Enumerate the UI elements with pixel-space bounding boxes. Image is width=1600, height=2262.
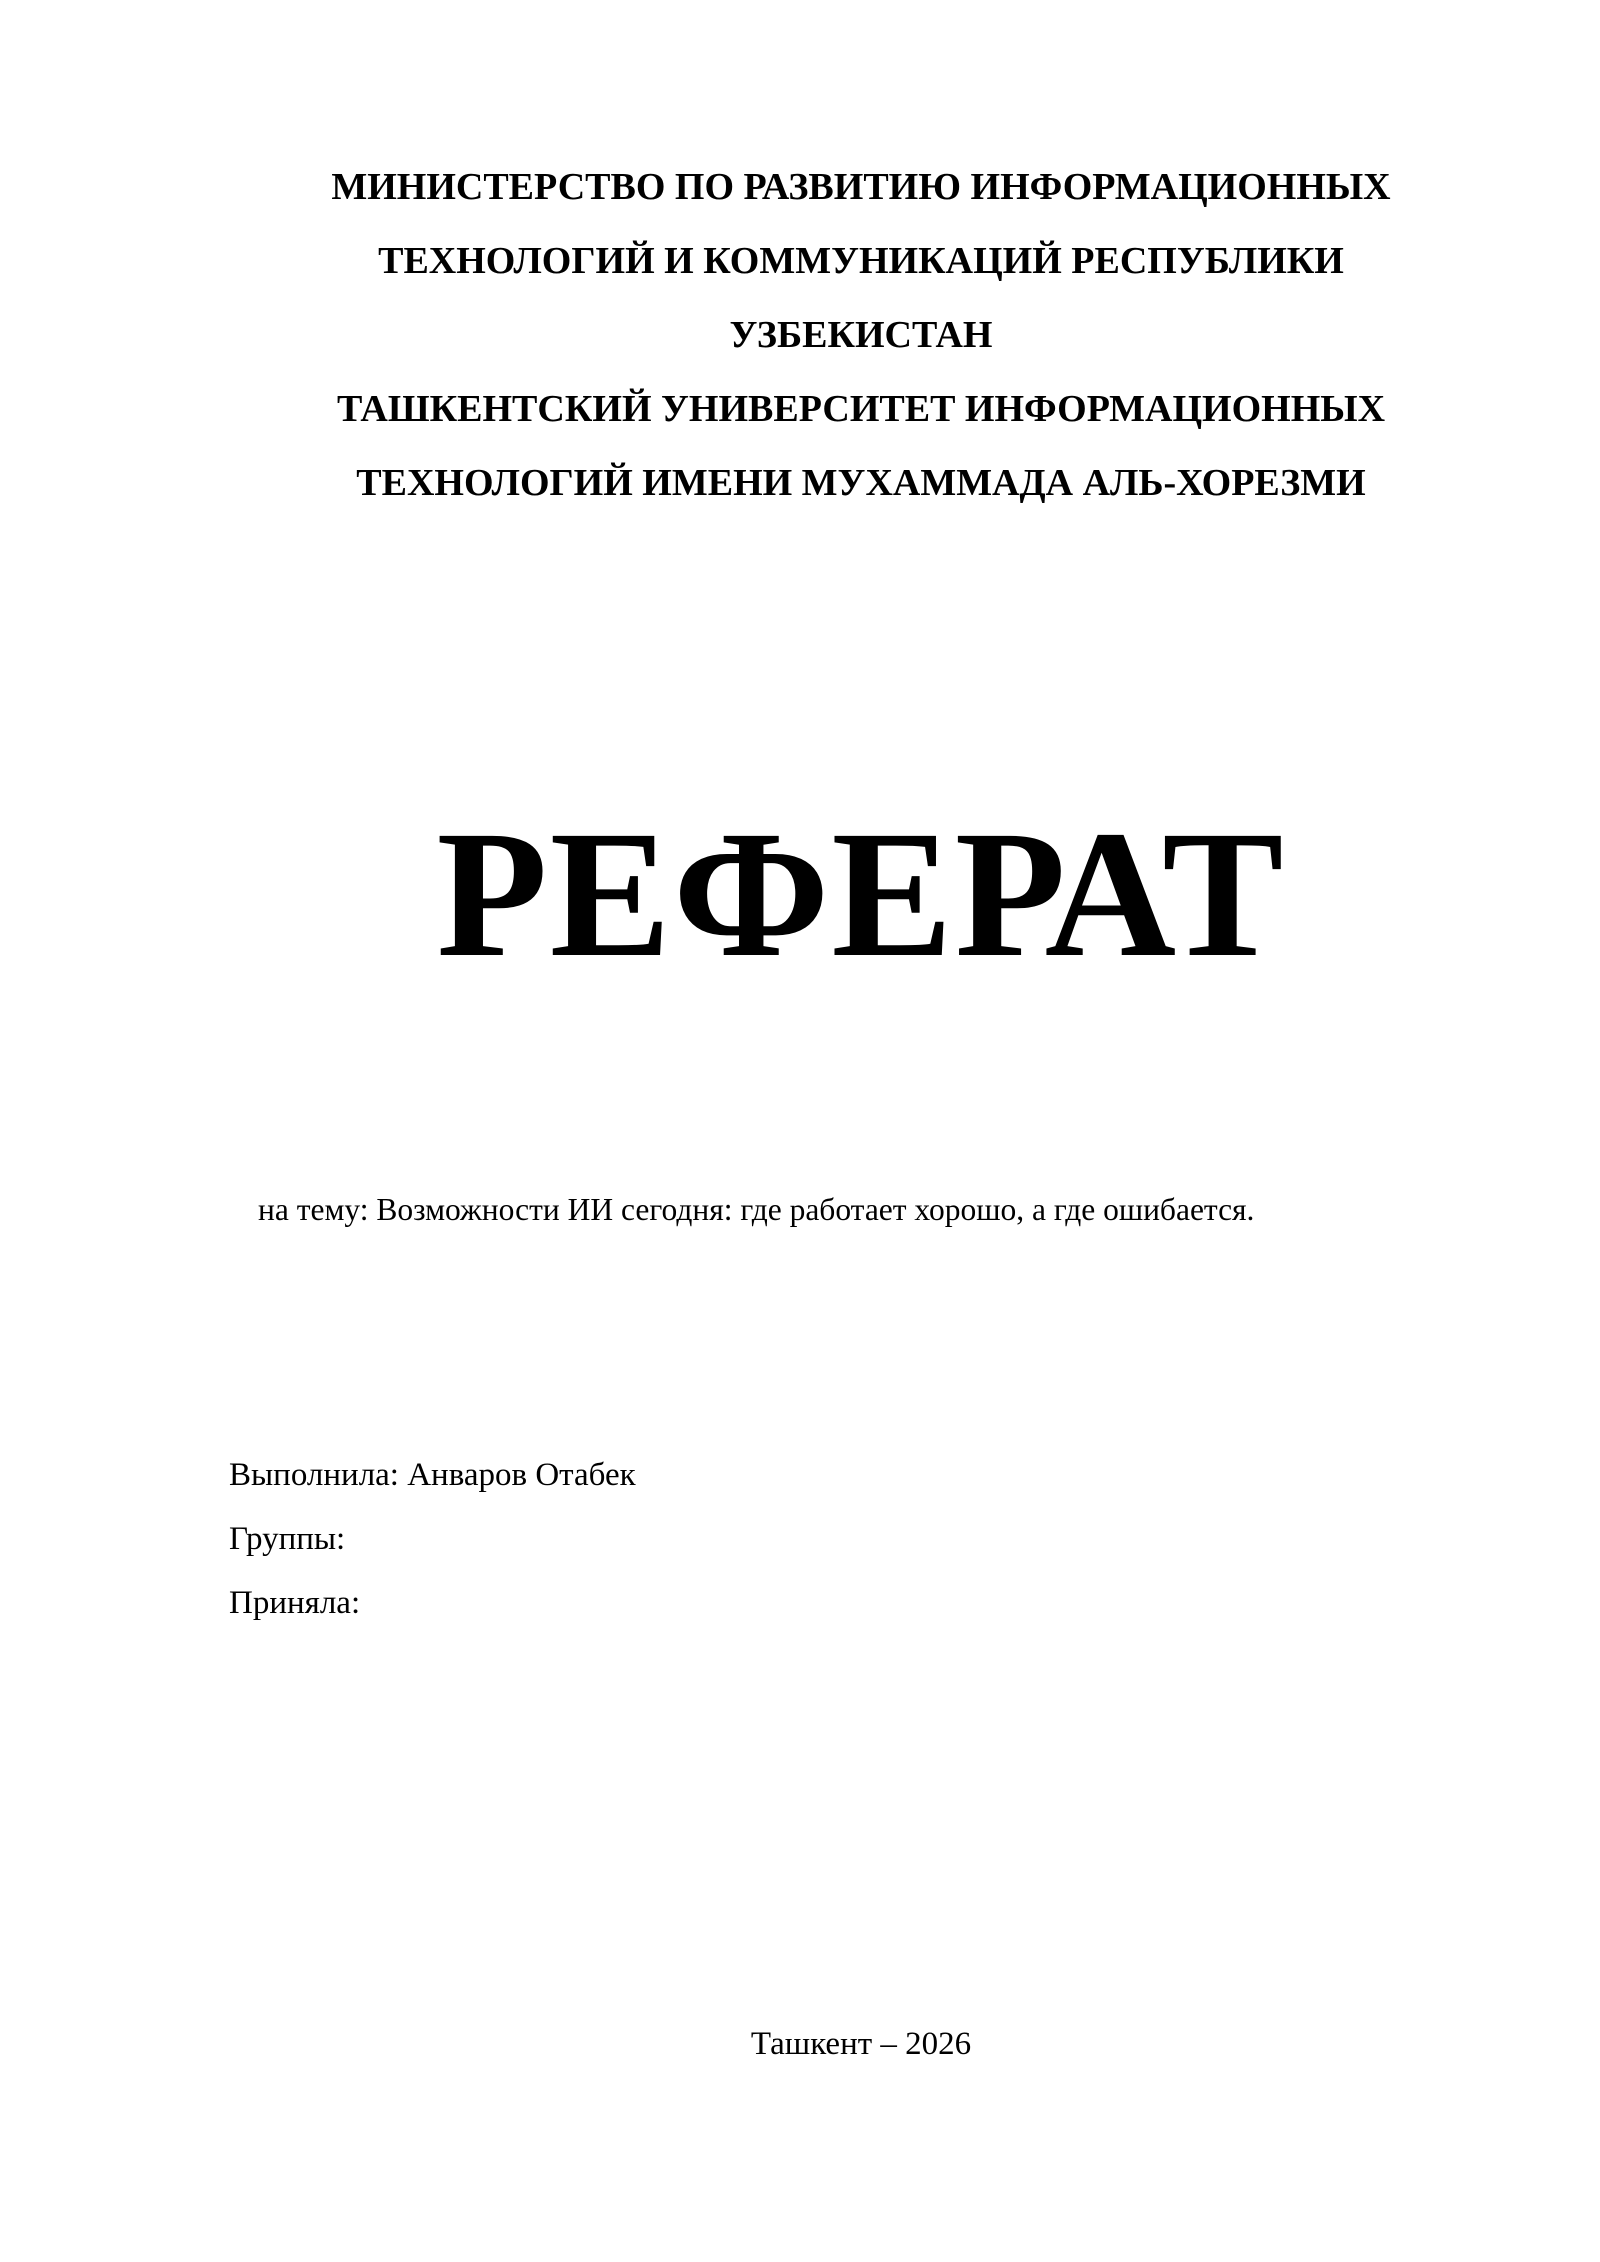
header-line-ministry-1: МИНИСТЕРСТВО ПО РАЗВИТИЮ ИНФОРМАЦИОННЫХ [331,166,1391,208]
header-line-ministry-2: ТЕХНОЛОГИЙ И КОММУНИКАЦИЙ РЕСПУБЛИКИ [378,240,1344,282]
author-info-block [229,1443,636,1635]
institution-header [230,150,1492,520]
performed-by-line: Выполнила: Анваров Отабек [229,1457,636,1493]
header-line-university-1: ТАШКЕНТСКИЙ УНИВЕРСИТЕТ ИНФОРМАЦИОННЫХ [336,388,1386,430]
header-line-university-2: ТЕХНОЛОГИЙ ИМЕНИ МУХАММАДА АЛЬ-ХОРЕЗМИ [356,462,1366,504]
document-title: РЕФЕРАТ [436,794,1286,995]
header-line-ministry-3: УЗБЕКИСТАН [729,314,993,356]
group-line: Группы: [229,1521,346,1557]
accepted-by-line: Приняла: [229,1585,361,1621]
document-topic: на тему: Возможности ИИ сегодня: где работает хорошо, а где ошибается. [258,1192,1255,1227]
city-year-footer: Ташкент – 2026 [750,2026,972,2062]
